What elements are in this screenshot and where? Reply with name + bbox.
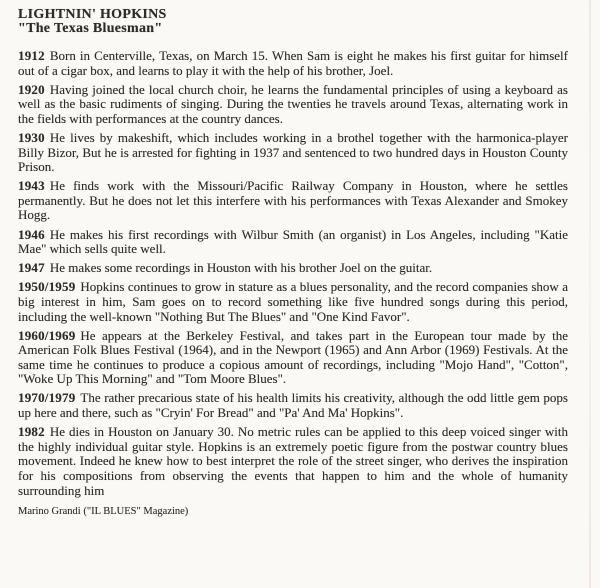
entry-text: Born in Centerville, Texas, on March 15. When Sam is eight he makes his first guitar for himself out of a cigar box, and learns to play it with the help of his brother, Joel. xyxy=(18,48,568,78)
entry-year: 1912 xyxy=(18,48,45,63)
entry-year: 1943 xyxy=(18,178,45,194)
timeline-entry xyxy=(18,391,568,420)
credit-line: Marino Grandi ("IL BLUES" Magazine) xyxy=(18,506,189,518)
timeline-entry xyxy=(18,49,568,78)
entry-year: 1920 xyxy=(18,81,45,97)
entry-year: 1930 xyxy=(18,129,45,145)
timeline-entry xyxy=(18,329,568,387)
entry-year: 1970/1979 xyxy=(18,390,76,406)
entry-year: 1960/1969 xyxy=(18,327,76,343)
entry-text: He dies in Houston on January 30. No metric rules can be applied to this deep voiced singer with the highly individual guitar style. Hopkins is an extremely poetic figure from the postwar country blues movement. Indeed he knew how to best interpret the role of the street singer, who derives the inspiration for his compositions from observing the events that happen to him and the whole of humanity surrounding him xyxy=(18,424,568,498)
timeline-entry xyxy=(18,261,568,276)
scan-edge-artifact xyxy=(589,0,591,588)
footer xyxy=(18,506,568,518)
timeline-entry xyxy=(18,425,568,498)
entry-text: He finds work with the Missouri/Pacific Railway Company in Houston, where he settles permanently. But he does not let this interfere with his performances with Texas Alexander and Smokey Hogg. xyxy=(18,178,568,223)
entry-year: 1947 xyxy=(18,260,45,276)
entry-text: The rather precarious state of his health limits his creativity, although the odd little gem pops up here and there, such as "Cryin' For Bread" and "Pa' And Ma' Hopkins". xyxy=(18,390,568,421)
timeline-entry xyxy=(18,228,568,257)
timeline-entry xyxy=(18,280,568,324)
timeline-entry xyxy=(18,83,568,127)
timeline-entry xyxy=(18,179,568,223)
entry-year: 1950/1959 xyxy=(18,279,76,295)
header xyxy=(18,8,568,36)
entry-text: He makes some recordings in Houston with his brother Joel on the guitar. xyxy=(49,260,433,276)
entry-text: Hopkins continues to grow in stature as a blues personality, and the record companies show a big interest in him, Sam goes on to record something like five hundred songs during this period, including the well-known "Nothing But The Blues" and "One Kind Favor". xyxy=(18,279,568,324)
page-title: LIGHTNIN' HOPKINS xyxy=(18,7,167,22)
timeline-entry xyxy=(18,131,568,175)
entry-text: He appears at the Berkeley Festival, and takes part in the European tour made by the American Folk Blues Festival (1964), and in the Newport (1965) and Ann Arbor (1969) Festivals. At the same time he continues to produce a copious amount of recordings, including "Mojo Hand", "Cotton", "Woke Up This Morning" and "Tom Moore Blues". xyxy=(18,327,568,387)
timeline xyxy=(18,49,568,498)
entry-year: 1946 xyxy=(18,226,45,242)
entry-text: He lives by makeshift, which includes working in a brothel together with the harmonica-player Billy Bizor, But he is arrested for fighting in 1937 and sentenced to two hundred days in Houston County Prison. xyxy=(18,129,568,175)
page-subtitle: "The Texas Bluesman" xyxy=(18,21,163,36)
entry-year: 1982 xyxy=(18,424,45,440)
entry-text: He makes his first recordings with Wilbur Smith (an organist) in Los Angeles, including "Katie Mae" which sells quite well. xyxy=(18,226,568,257)
entry-text: Having joined the local church choir, he learns the fundamental principles of using a keyboard as well as the basic rudiments of singing. During the twenties he travels around Texas, alternating work in the fields with performances at the country dances. xyxy=(18,81,568,126)
